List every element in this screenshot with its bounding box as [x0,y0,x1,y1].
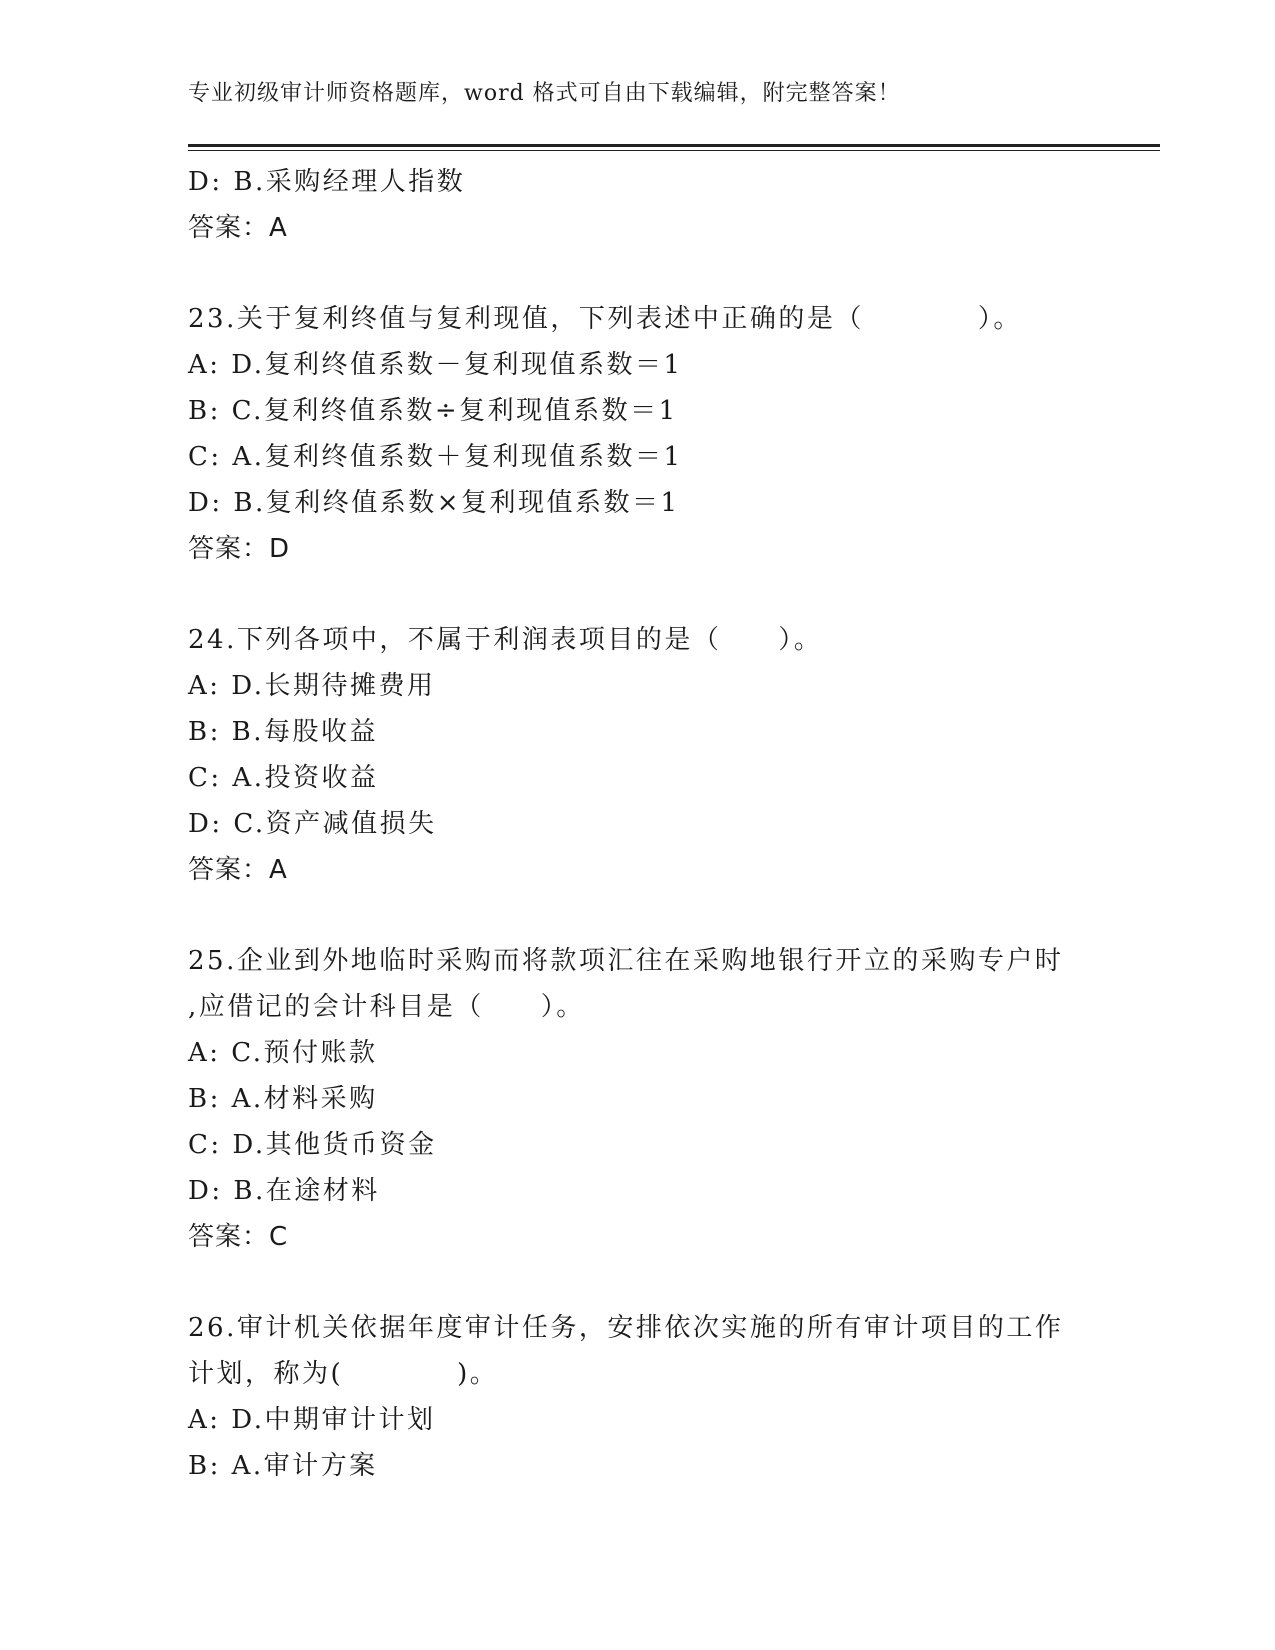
q22-option-d: D: B.采购经理人指数 [188,167,466,197]
header-rule-thin [188,150,1160,151]
option-d: D: B.复利终值系数×复利现值系数＝1 [188,488,680,518]
answer: 答案：D [188,534,291,564]
question-stem: 24.下列各项中，不属于利润表项目的是（ ）。 [188,625,823,655]
question-23 [188,296,1128,572]
option-c: C: A.投资收益 [188,763,379,793]
answer: 答案：C [188,1222,289,1252]
option-a: A: D.复利终值系数－复利现值系数＝1 [188,350,683,380]
question-stem: 23.关于复利终值与复利现值，下列表述中正确的是（ ）。 [188,304,1022,334]
q22-answer: 答案：A [188,213,288,243]
option-c: C: D.其他货币资金 [188,1130,437,1160]
answer: 答案：A [188,855,288,885]
question-stem-line-2: 计划，称为( )。 [188,1359,499,1389]
question-26 [188,1305,1128,1489]
spacer [188,251,1128,296]
option-a: A: D.长期待摊费用 [188,671,436,701]
option-d: D: C.资产减值损失 [188,809,437,839]
option-b: B: B.每股收益 [188,717,379,747]
option-b: B: A.审计方案 [188,1451,378,1481]
option-b: B: A.材料采购 [188,1084,378,1114]
header-rule-thick [188,144,1160,147]
question-stem-line-2: ,应借记的会计科目是（ ）。 [188,992,585,1022]
question-24 [188,617,1128,893]
option-c: C: A.复利终值系数＋复利现值系数＝1 [188,442,683,472]
question-content [188,159,1128,1489]
spacer [188,893,1128,938]
question-stem-line-1: 26.审计机关依据年度审计任务，安排依次实施的所有审计项目的工作 [188,1313,1064,1343]
option-b: B: C.复利终值系数÷复利现值系数＝1 [188,396,678,426]
question-stem-line-1: 25.企业到外地临时采购而将款项汇往在采购地银行开立的采购专户时 [188,946,1064,976]
page-header: 专业初级审计师资格题库，word 格式可自由下载编辑，附完整答案！ [188,81,901,106]
option-d: D: B.在途材料 [188,1176,380,1206]
option-a: A: D.中期审计计划 [188,1405,436,1435]
question-25 [188,938,1128,1260]
spacer [188,1260,1128,1305]
spacer [188,572,1128,617]
option-a: A: C.预付账款 [188,1038,378,1068]
